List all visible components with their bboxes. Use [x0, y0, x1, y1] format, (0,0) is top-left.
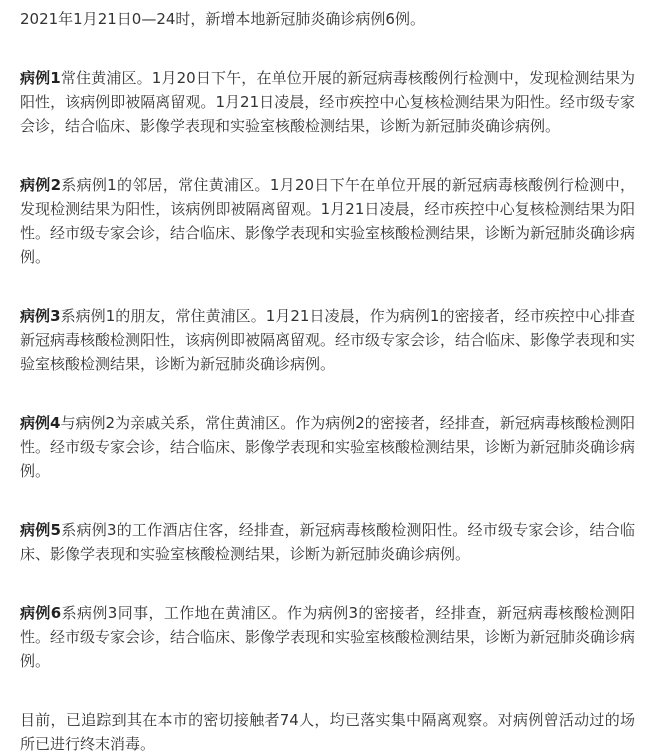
case-text: 与病例2为亲戚关系，常住黄浦区。作为病例2的密接者，经排查，新冠病毒核酸检测阳性。经市级专家会诊，结合临床、影像学表现和实验室核酸检测结果，诊断为新冠肺炎确诊病例。	[20, 414, 636, 480]
case-text: 系病例1的邻居，常住黄浦区。1月20日下午在单位开展的新冠病毒核酸例行检测中，发现检测结果为阳性，该病例即被隔离留观。1月21日凌晨，经市疾控中心复核检测结果为阳性。经市级专家会诊，结合临床、影像学表现和实验室核酸检测结果，诊断为新冠肺炎确诊病例。	[20, 176, 636, 266]
case-label: 病例1	[20, 69, 61, 87]
case-paragraph-2	[20, 173, 635, 269]
article-body	[20, 7, 635, 756]
footer-paragraph: 目前，已追踪到其在本市的密切接触者74人，均已落实集中隔离观察。对病例曾活动过的场所已进行终末消毒。	[20, 711, 635, 753]
case-label: 病例2	[20, 176, 62, 194]
case-text: 系病例3的工作酒店住客，经排查，新冠病毒核酸检测阳性。经市级专家会诊，结合临床、影像学表现和实验室核酸检测结果，诊断为新冠肺炎确诊病例。	[20, 521, 635, 563]
case-label: 病例4	[20, 414, 61, 432]
case-text: 系病例1的朋友，常住黄浦区。1月21日凌晨，作为病例1的密接者，经市疾控中心排查新冠病毒核酸检测阳性，该病例即被隔离留观。经市级专家会诊，结合临床、影像学表现和实验室核酸检测结果，诊断为新冠肺炎确诊病例。	[20, 307, 636, 373]
case-label: 病例6	[20, 604, 62, 622]
case-paragraph-3	[20, 304, 635, 376]
case-paragraph-1	[20, 66, 635, 138]
case-label: 病例5	[20, 521, 61, 539]
case-label: 病例3	[20, 307, 61, 325]
case-paragraph-4	[20, 411, 635, 483]
case-text: 常住黄浦区。1月20日下午，在单位开展的新冠病毒核酸例行检测中，发现检测结果为阳性，该病例即被隔离留观。1月21日凌晨，经市疾控中心复核检测结果为阳性。经市级专家会诊，结合临床、影像学表现和实验室核酸检测结果，诊断为新冠肺炎确诊病例。	[20, 69, 635, 135]
case-text: 系病例3同事，工作地在黄浦区。作为病例3的密接者，经排查，新冠病毒核酸检测阳性。经市级专家会诊，结合临床、影像学表现和实验室核酸检测结果，诊断为新冠肺炎确诊病例。	[20, 604, 636, 670]
intro-paragraph: 2021年1月21日0—24时，新增本地新冠肺炎确诊病例6例。	[20, 10, 425, 28]
case-paragraph-6	[20, 601, 635, 673]
case-paragraph-5	[20, 518, 635, 566]
